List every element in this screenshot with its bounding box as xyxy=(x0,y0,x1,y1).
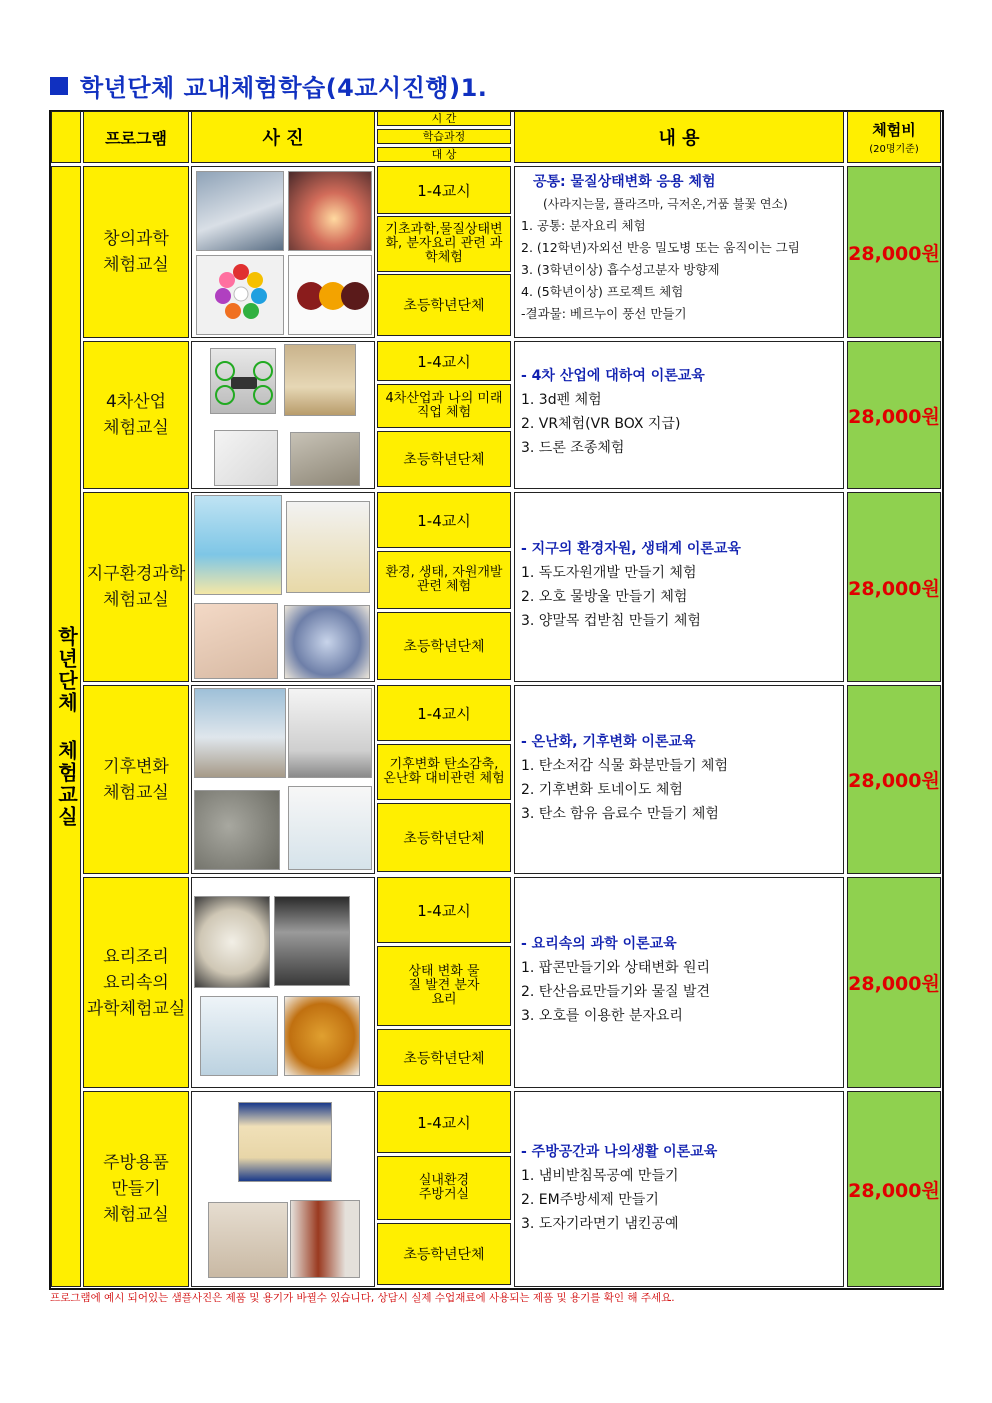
row1-program-line1: 창의과학 xyxy=(103,229,169,249)
category-column xyxy=(51,166,81,1287)
row5-program-line2: 요리속의 xyxy=(103,972,169,993)
row3-program-line1: 지구환경과학 xyxy=(86,564,186,584)
row6-target: 초등학년단체 xyxy=(377,1223,511,1285)
header-fee-label: 체험비 xyxy=(872,121,916,139)
row2-photo-vr xyxy=(290,432,360,486)
row1-photo-flame xyxy=(288,171,372,251)
row2-item3: 3. 드론 조종체험 xyxy=(521,440,625,456)
row4-photo-stone-pot xyxy=(194,790,280,870)
balloons-icon xyxy=(197,256,284,335)
row4-program-line2: 체험교실 xyxy=(103,782,169,803)
row5-photo-beaker xyxy=(274,896,350,986)
header-program: 프로그램 xyxy=(83,111,189,163)
row5-program-line3: 과학체험교실 xyxy=(86,998,186,1019)
row3-photo-dokdo-box xyxy=(286,501,370,593)
row3-photo-water-drop xyxy=(194,603,278,679)
row4-photo-water-glass xyxy=(288,786,372,870)
row3-photo-map xyxy=(194,495,282,595)
row1-target: 초등학년단체 xyxy=(377,274,511,336)
row2-item2: 2. VR체험(VR BOX 지급) xyxy=(521,416,681,432)
row4-item3: 3. 탄소 함유 음료수 만들기 체험 xyxy=(521,806,719,822)
row4-program xyxy=(83,685,189,874)
row5-photo-soda xyxy=(200,996,278,1076)
row1-content xyxy=(514,166,844,338)
row6-price: 28,000원 xyxy=(847,1091,941,1287)
row6-item3: 3. 도자기라면기 냄킨공예 xyxy=(521,1216,679,1232)
row5-content-head: - 요리속의 과학 이론교육 xyxy=(521,936,677,952)
drone-icon xyxy=(211,349,276,414)
row6-content xyxy=(514,1091,844,1287)
header-corner xyxy=(51,111,81,163)
row4-time: 1-4교시 xyxy=(377,685,511,741)
row5-item2: 2. 탄산음료만들기와 물질 발견 xyxy=(521,984,710,1000)
row4-content-head: - 온난화, 기후변화 이론교육 xyxy=(521,734,696,750)
row6-program-line1: 주방용품 xyxy=(103,1153,169,1173)
row1-program-line2: 체험교실 xyxy=(103,255,169,275)
row6-photos xyxy=(191,1091,375,1287)
row4-photos xyxy=(191,685,375,874)
row1-price: 28,000원 xyxy=(847,166,941,338)
page-title xyxy=(50,68,487,103)
row2-photo-drone xyxy=(210,348,276,414)
row4-target: 초등학년단체 xyxy=(377,803,511,872)
row5-item3: 3. 오호를 이용한 분자요리 xyxy=(521,1008,683,1024)
row4-photo-succulents xyxy=(288,688,372,778)
row3-item2: 2. 오호 물방울 만들기 체험 xyxy=(521,589,688,605)
row2-program xyxy=(83,341,189,489)
row4-price: 28,000원 xyxy=(847,685,941,874)
row5-photos xyxy=(191,877,375,1088)
row6-time: 1-4교시 xyxy=(377,1091,511,1153)
row6-item1: 1. 냄비받침목공예 만들기 xyxy=(521,1168,679,1184)
row2-item1: 1. 3d펜 체험 xyxy=(521,392,602,408)
row5-time: 1-4교시 xyxy=(377,877,511,943)
row1-photo-balloons xyxy=(196,255,284,335)
row5-course: 상태 변화 물질 발견 분자 요리 xyxy=(377,946,511,1026)
square-bullet-icon xyxy=(50,77,68,95)
row4-content xyxy=(514,685,844,874)
row1-course: 기초과학,물질상태변화, 분자요리 관련 과학체험 xyxy=(377,216,511,272)
row1-item5: -결과물: 베르누이 풍선 만들기 xyxy=(521,306,687,321)
row1-time: 1-4교시 xyxy=(377,166,511,214)
row1-item2: 2. (12학년)자외선 반응 밀도병 또는 움직이는 그림 xyxy=(521,240,800,255)
row6-course: 실내환경 주방거실 xyxy=(377,1156,511,1220)
row3-item1: 1. 독도자원개발 만들기 체험 xyxy=(521,565,697,581)
row3-photo-coaster xyxy=(284,605,370,679)
row3-content xyxy=(514,492,844,682)
row2-photo-3dpen xyxy=(214,430,278,486)
row5-price: 28,000원 xyxy=(847,877,941,1088)
row6-item2: 2. EM주방세제 만들기 xyxy=(521,1192,659,1208)
row3-target: 초등학년단체 xyxy=(377,612,511,680)
row1-item1: 1. 공통: 분자요리 체험 xyxy=(521,218,646,233)
row2-price: 28,000원 xyxy=(847,341,941,489)
row6-photo-detergent xyxy=(290,1200,360,1278)
row6-photo-trivet xyxy=(238,1102,332,1182)
row3-price: 28,000원 xyxy=(847,492,941,682)
spheres-icon xyxy=(289,256,372,335)
row1-item4: 4. (5학년이상) 프로젝트 체험 xyxy=(521,284,684,299)
row5-content xyxy=(514,877,844,1088)
row1-photo-kids-experiment xyxy=(196,171,284,251)
row6-program-line2: 만들기 xyxy=(111,1179,161,1199)
row3-program xyxy=(83,492,189,682)
row1-item3: 3. (3학년이상) 흡수성고분자 방향제 xyxy=(521,262,720,277)
page-title-text: 학년단체 교내체험학습(4교시진행)1. xyxy=(80,74,488,102)
footnote: 프로그램에 예시 되어있는 샘플사진은 제품 및 용기가 바뀔수 있습니다, 상담시 실제 수업재료에 사용되는 제품 및 용기를 확인 해 주세요. xyxy=(50,1292,675,1304)
header-fee-note: (20명기준) xyxy=(869,144,919,155)
row5-target: 초등학년단체 xyxy=(377,1029,511,1086)
category-label: 학년단체 체험교실 xyxy=(54,625,79,828)
row5-item1: 1. 팝콘만들기와 상태변화 원리 xyxy=(521,960,710,976)
row3-time: 1-4교시 xyxy=(377,492,511,548)
row4-program-line1: 기후변화 xyxy=(103,756,169,777)
row2-content xyxy=(514,341,844,489)
row3-program-line2: 체험교실 xyxy=(103,590,169,610)
row4-item1: 1. 탄소저감 식물 화분만들기 체험 xyxy=(521,758,728,774)
row4-photo-classroom xyxy=(194,688,286,778)
row5-photo-pearls xyxy=(284,996,360,1076)
row2-target: 초등학년단체 xyxy=(377,431,511,487)
row4-item2: 2. 기후변화 토네이도 체험 xyxy=(521,782,683,798)
row5-program xyxy=(83,877,189,1088)
row5-photo-popcorn xyxy=(194,896,270,988)
header-fee xyxy=(847,111,941,163)
row1-photo-spheres xyxy=(288,255,372,335)
row2-time: 1-4교시 xyxy=(377,341,511,381)
row3-course: 환경, 생태, 자원개발관련 체험 xyxy=(377,551,511,609)
row3-content-head: - 지구의 환경자원, 생태계 이론교육 xyxy=(521,541,741,557)
row5-program-line1: 요리조리 xyxy=(103,946,169,967)
row2-course: 4차산업과 나의 미래직업 체험 xyxy=(377,384,511,428)
row6-program xyxy=(83,1091,189,1287)
row1-content-head: 공통: 물질상태변화 응용 체험 xyxy=(533,174,716,190)
row2-photo-gym xyxy=(284,344,356,416)
header-time: 시 간 xyxy=(377,111,511,126)
header-course: 학습과정 xyxy=(377,129,511,144)
row2-program-line1: 4차산업 xyxy=(105,392,167,412)
row3-item3: 3. 양말목 컵받침 만들기 체험 xyxy=(521,613,701,629)
row2-photos xyxy=(191,341,375,489)
row2-program-line2: 체험교실 xyxy=(103,418,169,438)
header-content: 내 용 xyxy=(514,111,844,163)
row6-content-head: - 주방공간과 나의생활 이론교육 xyxy=(521,1144,718,1160)
row1-program xyxy=(83,166,189,338)
header-photo: 사 진 xyxy=(191,111,375,163)
row2-content-head: - 4차 산업에 대하여 이론교육 xyxy=(521,368,705,384)
header-target: 대 상 xyxy=(377,147,511,162)
row4-course: 기후변화 탄소감축, 온난화 대비관련 체험 xyxy=(377,744,511,800)
row3-photos xyxy=(191,492,375,682)
row1-photos xyxy=(191,166,375,338)
row6-program-line3: 체험교실 xyxy=(103,1205,169,1225)
row6-photo-bowl xyxy=(208,1202,288,1278)
row1-content-sub: (사라지는물, 플라즈마, 극저온,거품 불꽃 연소) xyxy=(543,197,788,211)
